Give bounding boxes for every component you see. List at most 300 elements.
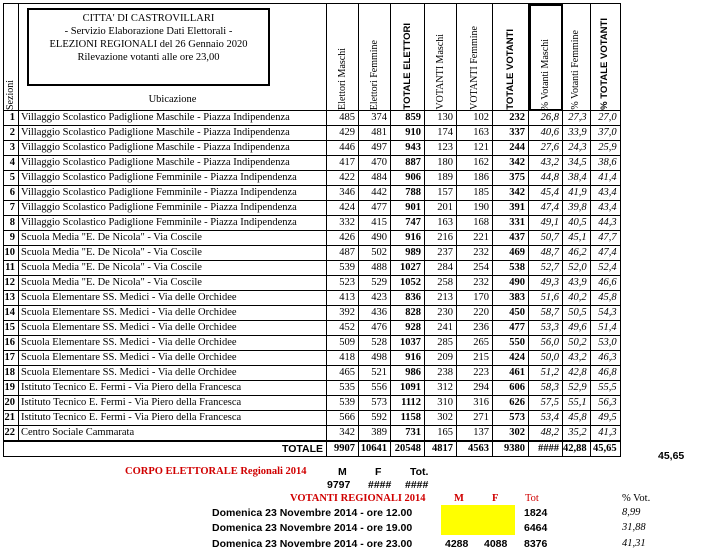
votanti2014-tot-label: Tot [525, 493, 539, 504]
cell-vf[interactable]: 294 [457, 381, 493, 396]
cell-pf[interactable]: 55,1 [563, 396, 591, 411]
cell-pt[interactable]: 37,0 [590, 126, 620, 141]
votanti2014-pct-label: % Vot. [622, 493, 651, 504]
table-row [4, 186, 621, 201]
cell-ef[interactable]: 389 [359, 426, 391, 442]
cell-vm[interactable]: 130 [425, 111, 457, 126]
cell-ub[interactable]: Villaggio Scolastico Padiglione Femminile - Piazza Indipendenza [19, 171, 327, 186]
cell-ef[interactable]: 470 [359, 156, 391, 171]
cell-pm[interactable]: 26,8 [529, 111, 563, 126]
cell-tv[interactable]: 461 [493, 366, 529, 381]
cell-em[interactable]: 392 [327, 306, 359, 321]
cell-pf[interactable]: 33,9 [563, 126, 591, 141]
cell-tv[interactable]: 424 [493, 351, 529, 366]
cell-pf[interactable]: 46,2 [563, 246, 591, 261]
cell-n[interactable]: 9 [4, 231, 19, 246]
cell-pt[interactable]: 54,3 [590, 306, 620, 321]
cell-ef[interactable]: 529 [359, 276, 391, 291]
header-elettori-femmine: Elettori Femmine [359, 4, 391, 111]
cell-ef[interactable]: 477 [359, 201, 391, 216]
cell-ub[interactable]: Villaggio Scolastico Padiglione Maschile - Piazza Indipendenza [19, 156, 327, 171]
cell-pm[interactable]: 43,2 [529, 156, 563, 171]
cell-pf[interactable]: 50,2 [563, 336, 591, 351]
cell-pm[interactable]: 53,3 [529, 321, 563, 336]
header-votanti-femmine: VOTANTI Femmine [457, 4, 493, 111]
cell-ub[interactable]: Centro Sociale Cammarata [19, 426, 327, 442]
v2014-row2-label: Domenica 23 Novembre 2014 - ore 19.00 [212, 522, 413, 534]
header-row [4, 4, 621, 111]
cell-te[interactable]: 1091 [391, 381, 425, 396]
cell-te[interactable]: 1027 [391, 261, 425, 276]
cell-ub[interactable]: Scuola Elementare SS. Medici - Via delle Orchidee [19, 351, 327, 366]
cell-vm[interactable]: 302 [425, 411, 457, 426]
corpo-f-label: F [375, 466, 382, 478]
cell-vm[interactable]: 213 [425, 291, 457, 306]
cell-ub[interactable]: Villaggio Scolastico Padiglione Maschile - Piazza Indipendenza [19, 141, 327, 156]
table-row [4, 321, 621, 336]
cell-n[interactable]: 18 [4, 366, 19, 381]
votanti2014-m-label: M [454, 493, 464, 504]
v2014-row2-tot: 6464 [524, 522, 548, 534]
cell-pm[interactable]: 57,5 [529, 396, 563, 411]
cell-vm[interactable]: 230 [425, 306, 457, 321]
cell-ub[interactable]: Scuola Elementare SS. Medici - Via delle Orchidee [19, 306, 327, 321]
cell-pf[interactable]: 41,9 [563, 186, 591, 201]
cell-pt[interactable]: 56,3 [590, 396, 620, 411]
cell-tv[interactable]: 550 [493, 336, 529, 351]
cell-pt[interactable]: 41,4 [590, 171, 620, 186]
cell-tv[interactable]: 391 [493, 201, 529, 216]
cell-em[interactable]: 429 [327, 126, 359, 141]
cell-vf[interactable]: 121 [457, 141, 493, 156]
cell-n[interactable]: 17 [4, 351, 19, 366]
cell-n[interactable]: 13 [4, 291, 19, 306]
cell-te[interactable]: 1037 [391, 336, 425, 351]
cell-pf[interactable]: 50,5 [563, 306, 591, 321]
cell-te[interactable]: 910 [391, 126, 425, 141]
cell-vm[interactable]: 285 [425, 336, 457, 351]
cell-pf[interactable]: 43,9 [563, 276, 591, 291]
cell-vm[interactable]: 238 [425, 366, 457, 381]
cell-vm[interactable]: 180 [425, 156, 457, 171]
cell-pf[interactable]: 38,4 [563, 171, 591, 186]
cell-em[interactable]: 539 [327, 396, 359, 411]
cell-pm[interactable]: 50,7 [529, 231, 563, 246]
cell-ef[interactable]: 592 [359, 411, 391, 426]
cell-vm[interactable]: 163 [425, 216, 457, 231]
table-row [4, 336, 621, 351]
totals-label: TOTALE [4, 441, 327, 457]
cell-vm[interactable]: 201 [425, 201, 457, 216]
cell-ub[interactable]: Istituto Tecnico E. Fermi - Via Piero della Francesca [19, 381, 327, 396]
table-row [4, 216, 621, 231]
cell-n[interactable]: 2 [4, 126, 19, 141]
cell-tv[interactable]: 342 [493, 186, 529, 201]
cell-vf[interactable]: 316 [457, 396, 493, 411]
cell-vm[interactable]: 189 [425, 171, 457, 186]
cell-vf[interactable]: 221 [457, 231, 493, 246]
cell-n[interactable]: 1 [4, 111, 19, 126]
cell-vm[interactable]: 310 [425, 396, 457, 411]
cell-pt[interactable]: 27,0 [590, 111, 620, 126]
cell-n[interactable]: 16 [4, 336, 19, 351]
cell-ub[interactable]: Scuola Media "E. De Nicola" - Via Coscile [19, 261, 327, 276]
cell-te[interactable]: 887 [391, 156, 425, 171]
corpo-m-label: M [338, 466, 347, 478]
cell-ub[interactable]: Scuola Media "E. De Nicola" - Via Coscile [19, 231, 327, 246]
header-votanti-maschi: VOTANTI Maschi [425, 4, 457, 111]
cell-vf[interactable]: 102 [457, 111, 493, 126]
totals-pm: #### [529, 441, 563, 457]
cell-ef[interactable]: 498 [359, 351, 391, 366]
cell-ub[interactable]: Scuola Elementare SS. Medici - Via delle Orchidee [19, 291, 327, 306]
cell-te[interactable]: 906 [391, 171, 425, 186]
cell-tv[interactable]: 606 [493, 381, 529, 396]
cell-te[interactable]: 1112 [391, 396, 425, 411]
header-pct-femmine: % Votanti Femmine [563, 4, 591, 111]
cell-tv[interactable]: 477 [493, 321, 529, 336]
totals-extra: 45,65 [658, 450, 685, 462]
cell-ub[interactable]: Scuola Elementare SS. Medici - Via delle Orchidee [19, 321, 327, 336]
cell-ef[interactable]: 502 [359, 246, 391, 261]
cell-pm[interactable]: 52,7 [529, 261, 563, 276]
cell-te[interactable]: 731 [391, 426, 425, 442]
cell-ub[interactable]: Istituto Tecnico E. Fermi - Via Piero della Francesca [19, 411, 327, 426]
cell-pm[interactable]: 58,3 [529, 381, 563, 396]
cell-te[interactable]: 916 [391, 351, 425, 366]
totals-te: 20548 [391, 441, 425, 457]
cell-vf[interactable]: 265 [457, 336, 493, 351]
cell-tv[interactable]: 331 [493, 216, 529, 231]
cell-em[interactable]: 465 [327, 366, 359, 381]
cell-pf[interactable]: 52,9 [563, 381, 591, 396]
cell-pf[interactable]: 24,3 [563, 141, 591, 156]
table-row [4, 306, 621, 321]
table-row [4, 291, 621, 306]
table-row [4, 201, 621, 216]
cell-ub[interactable]: Scuola Media "E. De Nicola" - Via Coscile [19, 246, 327, 261]
cell-ub[interactable]: Villaggio Scolastico Padiglione Femminile - Piazza Indipendenza [19, 186, 327, 201]
table-row [4, 411, 621, 426]
cell-pt[interactable]: 47,4 [590, 246, 620, 261]
cell-n[interactable]: 6 [4, 186, 19, 201]
cell-te[interactable]: 901 [391, 201, 425, 216]
corpo-m: 9797 [327, 479, 351, 491]
cell-vf[interactable]: 271 [457, 411, 493, 426]
cell-em[interactable]: 426 [327, 231, 359, 246]
cell-pt[interactable]: 45,8 [590, 291, 620, 306]
cell-ef[interactable]: 484 [359, 171, 391, 186]
totals-ef: 10641 [359, 441, 391, 457]
highlight-cell [441, 505, 515, 535]
cell-n[interactable]: 20 [4, 396, 19, 411]
table-row [4, 426, 621, 442]
corpo-tot: #### [405, 479, 429, 491]
totals-pt: 45,65 [590, 441, 620, 457]
cell-vm[interactable]: 237 [425, 246, 457, 261]
cell-vf[interactable]: 137 [457, 426, 493, 442]
cell-pt[interactable]: 53,0 [590, 336, 620, 351]
cell-tv[interactable]: 538 [493, 261, 529, 276]
cell-ub[interactable]: Scuola Media "E. De Nicola" - Via Coscile [19, 276, 327, 291]
cell-em[interactable]: 422 [327, 171, 359, 186]
cell-vf[interactable]: 190 [457, 201, 493, 216]
cell-te[interactable]: 859 [391, 111, 425, 126]
v2014-row3-label: Domenica 23 Novembre 2014 - ore 23.00 [212, 538, 413, 550]
cell-pt[interactable]: 46,6 [590, 276, 620, 291]
v2014-row3-f: 4088 [484, 538, 508, 550]
cell-vf[interactable]: 220 [457, 306, 493, 321]
cell-vf[interactable]: 168 [457, 216, 493, 231]
header-sezioni: Sezioni [4, 4, 19, 111]
cell-n[interactable]: 8 [4, 216, 19, 231]
cell-ef[interactable]: 488 [359, 261, 391, 276]
v2014-row1-label: Domenica 23 Novembre 2014 - ore 12.00 [212, 507, 413, 519]
cell-te[interactable]: 788 [391, 186, 425, 201]
cell-pm[interactable]: 49,1 [529, 216, 563, 231]
cell-te[interactable]: 836 [391, 291, 425, 306]
cell-ef[interactable]: 490 [359, 231, 391, 246]
cell-em[interactable]: 346 [327, 186, 359, 201]
cell-pf[interactable]: 42,8 [563, 366, 591, 381]
cell-pt[interactable]: 38,6 [590, 156, 620, 171]
cell-em[interactable]: 418 [327, 351, 359, 366]
table-row [4, 171, 621, 186]
cell-te[interactable]: 828 [391, 306, 425, 321]
cell-em[interactable]: 539 [327, 261, 359, 276]
cell-pt[interactable]: 41,3 [590, 426, 620, 442]
cell-n[interactable]: 5 [4, 171, 19, 186]
cell-pt[interactable]: 43,4 [590, 201, 620, 216]
cell-tv[interactable]: 244 [493, 141, 529, 156]
cell-tv[interactable]: 469 [493, 246, 529, 261]
cell-tv[interactable]: 232 [493, 111, 529, 126]
cell-ef[interactable]: 423 [359, 291, 391, 306]
cell-vm[interactable]: 157 [425, 186, 457, 201]
cell-pm[interactable]: 51,2 [529, 366, 563, 381]
cell-vf[interactable]: 236 [457, 321, 493, 336]
cell-pt[interactable]: 55,5 [590, 381, 620, 396]
cell-n[interactable]: 12 [4, 276, 19, 291]
cell-te[interactable]: 747 [391, 216, 425, 231]
cell-tv[interactable]: 375 [493, 171, 529, 186]
cell-vm[interactable]: 123 [425, 141, 457, 156]
cell-em[interactable]: 417 [327, 156, 359, 171]
votanti2014-f-label: F [492, 493, 499, 504]
v2014-row3-pct: 41,31 [622, 538, 646, 549]
cell-pf[interactable]: 35,2 [563, 426, 591, 442]
cell-em[interactable]: 446 [327, 141, 359, 156]
cell-pf[interactable]: 43,2 [563, 351, 591, 366]
cell-pf[interactable]: 40,2 [563, 291, 591, 306]
cell-te[interactable]: 989 [391, 246, 425, 261]
header-ubicazione [19, 4, 327, 111]
cell-te[interactable]: 1052 [391, 276, 425, 291]
totals-vm: 4817 [425, 441, 457, 457]
title-line-2: - Servizio Elaborazione Dati Elettorali - [64, 26, 233, 37]
cell-vf[interactable]: 186 [457, 171, 493, 186]
cell-tv[interactable]: 490 [493, 276, 529, 291]
cell-pt[interactable]: 46,3 [590, 351, 620, 366]
cell-em[interactable]: 523 [327, 276, 359, 291]
cell-ef[interactable]: 374 [359, 111, 391, 126]
cell-ef[interactable]: 556 [359, 381, 391, 396]
cell-pt[interactable]: 46,8 [590, 366, 620, 381]
v2014-row3-tot: 8376 [524, 538, 548, 550]
cell-ef[interactable]: 497 [359, 141, 391, 156]
cell-ef[interactable]: 528 [359, 336, 391, 351]
cell-pm[interactable]: 48,2 [529, 426, 563, 442]
cell-pf[interactable]: 34,5 [563, 156, 591, 171]
cell-pm[interactable]: 44,8 [529, 171, 563, 186]
cell-pt[interactable]: 44,3 [590, 216, 620, 231]
cell-pm[interactable]: 58,7 [529, 306, 563, 321]
cell-vm[interactable]: 258 [425, 276, 457, 291]
cell-ef[interactable]: 442 [359, 186, 391, 201]
cell-n[interactable]: 15 [4, 321, 19, 336]
cell-ub[interactable]: Scuola Elementare SS. Medici - Via delle Orchidee [19, 336, 327, 351]
cell-te[interactable]: 1158 [391, 411, 425, 426]
cell-pm[interactable]: 50,0 [529, 351, 563, 366]
cell-n[interactable]: 11 [4, 261, 19, 276]
cell-vf[interactable]: 185 [457, 186, 493, 201]
cell-em[interactable]: 535 [327, 381, 359, 396]
cell-em[interactable]: 342 [327, 426, 359, 442]
title-line-1: CITTA' DI CASTROVILLARI [82, 13, 215, 24]
cell-pf[interactable]: 45,1 [563, 231, 591, 246]
cell-ub[interactable]: Villaggio Scolastico Padiglione Femminile - Piazza Indipendenza [19, 201, 327, 216]
cell-ef[interactable]: 415 [359, 216, 391, 231]
cell-te[interactable]: 986 [391, 366, 425, 381]
cell-pt[interactable]: 52,4 [590, 261, 620, 276]
cell-tv[interactable]: 573 [493, 411, 529, 426]
v2014-row1-pct: 8,99 [622, 507, 641, 518]
cell-ef[interactable]: 436 [359, 306, 391, 321]
cell-pf[interactable]: 39,8 [563, 201, 591, 216]
cell-tv[interactable]: 437 [493, 231, 529, 246]
cell-ub[interactable]: Villaggio Scolastico Padiglione Maschile - Piazza Indipendenza [19, 126, 327, 141]
header-pct-maschi[interactable]: % Votanti Maschi [529, 4, 563, 111]
header-elettori-maschi: Elettori Maschi [327, 4, 359, 111]
cell-vm[interactable]: 241 [425, 321, 457, 336]
cell-vf[interactable]: 254 [457, 261, 493, 276]
cell-tv[interactable]: 626 [493, 396, 529, 411]
cell-te[interactable]: 928 [391, 321, 425, 336]
cell-ub[interactable]: Villaggio Scolastico Padiglione Femminile - Piazza Indipendenza [19, 216, 327, 231]
cell-vf[interactable]: 162 [457, 156, 493, 171]
cell-vf[interactable]: 170 [457, 291, 493, 306]
cell-vm[interactable]: 312 [425, 381, 457, 396]
cell-ub[interactable]: Istituto Tecnico E. Fermi - Via Piero della Francesca [19, 396, 327, 411]
cell-vf[interactable]: 215 [457, 351, 493, 366]
cell-n[interactable]: 22 [4, 426, 19, 442]
cell-pf[interactable]: 45,8 [563, 411, 591, 426]
cell-pm[interactable]: 27,6 [529, 141, 563, 156]
cell-vm[interactable]: 209 [425, 351, 457, 366]
corpo-label: CORPO ELETTORALE Regionali 2014 [125, 466, 307, 477]
cell-pt[interactable]: 51,4 [590, 321, 620, 336]
cell-ef[interactable]: 476 [359, 321, 391, 336]
cell-vf[interactable]: 232 [457, 246, 493, 261]
cell-tv[interactable]: 302 [493, 426, 529, 442]
table-row [4, 126, 621, 141]
cell-vf[interactable]: 232 [457, 276, 493, 291]
cell-em[interactable]: 509 [327, 336, 359, 351]
cell-pf[interactable]: 52,0 [563, 261, 591, 276]
cell-n[interactable]: 7 [4, 201, 19, 216]
cell-vm[interactable]: 165 [425, 426, 457, 442]
cell-n[interactable]: 21 [4, 411, 19, 426]
cell-pm[interactable]: 45,4 [529, 186, 563, 201]
cell-n[interactable]: 19 [4, 381, 19, 396]
cell-pm[interactable]: 48,7 [529, 246, 563, 261]
cell-pf[interactable]: 49,6 [563, 321, 591, 336]
cell-pm[interactable]: 53,4 [529, 411, 563, 426]
cell-tv[interactable]: 337 [493, 126, 529, 141]
cell-pt[interactable]: 25,9 [590, 141, 620, 156]
cell-em[interactable]: 452 [327, 321, 359, 336]
cell-n[interactable]: 3 [4, 141, 19, 156]
cell-em[interactable]: 413 [327, 291, 359, 306]
cell-te[interactable]: 943 [391, 141, 425, 156]
totals-tv: 9380 [493, 441, 529, 457]
results-table [3, 3, 621, 457]
cell-vf[interactable]: 163 [457, 126, 493, 141]
cell-ef[interactable]: 481 [359, 126, 391, 141]
corpo-tot-label: Tot. [410, 466, 429, 478]
totals-em: 9907 [327, 441, 359, 457]
cell-vm[interactable]: 216 [425, 231, 457, 246]
cell-n[interactable]: 10 [4, 246, 19, 261]
cell-pt[interactable]: 47,7 [590, 231, 620, 246]
cell-pm[interactable]: 40,6 [529, 126, 563, 141]
cell-ef[interactable]: 521 [359, 366, 391, 381]
cell-vm[interactable]: 174 [425, 126, 457, 141]
table-row [4, 246, 621, 261]
cell-tv[interactable]: 450 [493, 306, 529, 321]
header-totale-votanti: TOTALE VOTANTI [493, 4, 529, 111]
cell-pt[interactable]: 49,5 [590, 411, 620, 426]
cell-ub[interactable]: Villaggio Scolastico Padiglione Maschile - Piazza Indipendenza [19, 111, 327, 126]
cell-pm[interactable]: 47,4 [529, 201, 563, 216]
cell-ub[interactable]: Scuola Elementare SS. Medici - Via delle Orchidee [19, 366, 327, 381]
cell-em[interactable]: 487 [327, 246, 359, 261]
cell-n[interactable]: 4 [4, 156, 19, 171]
cell-tv[interactable]: 342 [493, 156, 529, 171]
cell-pf[interactable]: 40,5 [563, 216, 591, 231]
cell-pm[interactable]: 49,3 [529, 276, 563, 291]
header-pct-totale: % TOTALE VOTANTI [590, 4, 620, 111]
table-row [4, 396, 621, 411]
cell-em[interactable]: 566 [327, 411, 359, 426]
cell-n[interactable]: 14 [4, 306, 19, 321]
cell-vm[interactable]: 284 [425, 261, 457, 276]
cell-tv[interactable]: 383 [493, 291, 529, 306]
cell-em[interactable]: 332 [327, 216, 359, 231]
cell-ef[interactable]: 573 [359, 396, 391, 411]
cell-pm[interactable]: 56,0 [529, 336, 563, 351]
cell-pm[interactable]: 51,6 [529, 291, 563, 306]
cell-pf[interactable]: 27,3 [563, 111, 591, 126]
cell-pt[interactable]: 43,4 [590, 186, 620, 201]
cell-te[interactable]: 916 [391, 231, 425, 246]
cell-em[interactable]: 485 [327, 111, 359, 126]
cell-em[interactable]: 424 [327, 201, 359, 216]
cell-vf[interactable]: 223 [457, 366, 493, 381]
table-row [4, 381, 621, 396]
table-row [4, 351, 621, 366]
v2014-row1-tot: 1824 [524, 507, 548, 519]
